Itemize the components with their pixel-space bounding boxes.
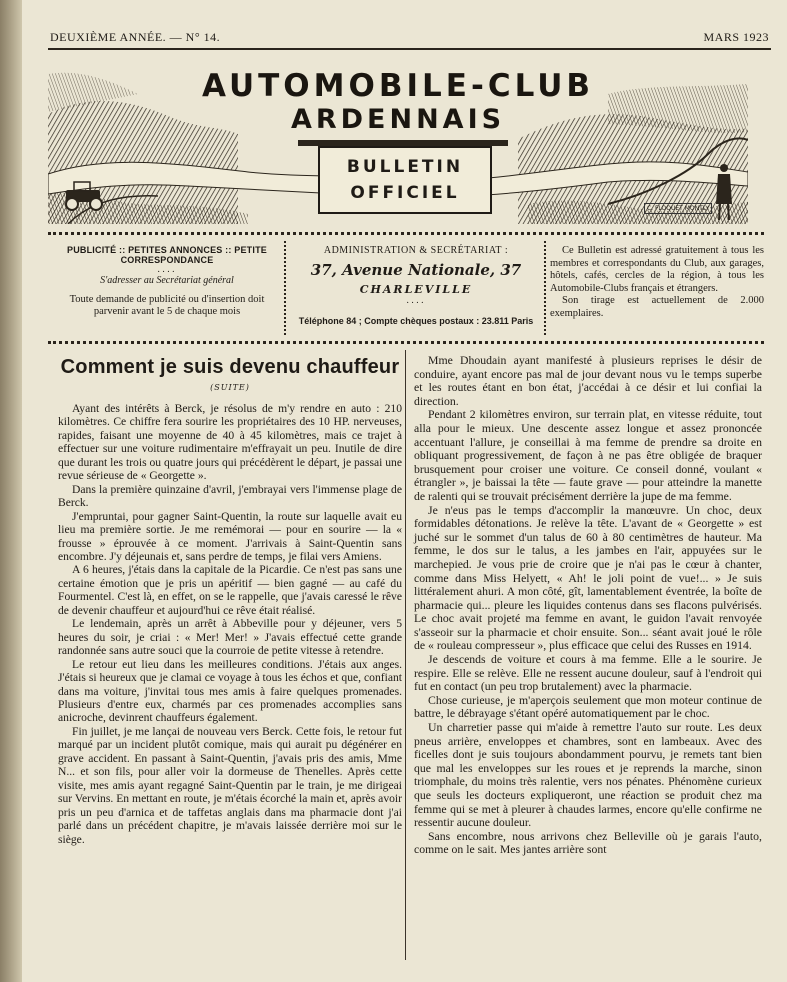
article-paragraph: Pendant 2 kilomètres environ, sur terrain plat, en vitesse réduite, tout alla pour le mieux. Une descente assez longue et assez prononcée accentuant l'allure, je conseillai à ma femme de prendre sa droite en obliquant progressivement, de façon à ne pas être obligée de braquer brusquement pour croiser une voiture. Ce conseil donné, voulant « étrangler », je baissai la tête — faute grave — pour atteindre la manette de ralenti qui se trouvait précisément derrière la jupe de ma femme.: [414, 408, 762, 503]
dots-divider: ....: [406, 296, 426, 306]
article-left-column: [58, 356, 402, 846]
article-paragraph: A 6 heures, j'étais dans la capitale de la Picardie. Ce n'est pas sans une certaine émotion que je pris un apéritif — bien gagné — au café du Fourmentel. C'est là, en effet, on se le rappelle, que j'avais caressé le rêve de devenir chauffeur et aujourd'hui ce rêve était réalisé.: [58, 563, 402, 617]
masthead: [48, 54, 748, 224]
administration-column: [293, 245, 539, 326]
article-paragraph: Fin juillet, je me lançai de nouveau vers Berck. Cette fois, le retour fut marqué par un incident plutôt comique, mais qui aurait pu dégénérer en grave accident. En passant à Saint-Quentin, j'avais pris des amis, Mme N... et son fils, pour aller voir la dormeuse de Thenelles. Après cette visite, mes amis ayant regagné Saint-Quentin par le train, je me dirigeai sur Vervins. En mettant en route, je m'étais écorché la main et, après avoir pris un peu d'arnica et de taffetas anglais dans ma pharmacie dont j'ai parlé dans un précédent chapitre, je m'avais laissée derrière moi sur le siège.: [58, 724, 402, 846]
article-paragraph: Un charretier passe qui m'aide à remettre l'auto sur route. Les deux pneus arrière, enveloppes et chambres, sont en lambeaux. Avec des ficelles dont je suis toujours abondamment pourvu, je remets tant bien que mal les enveloppes sur les roues et je reprends la marche, sinon triomphale, du moins très ralentie, vers nos pénates. Phénomène curieux que seuls les docteurs expliqueront, une réaction se produit chez ma femme qui se met à pleurer à chaudes larmes, encore qu'elle confirme ne ressentir aucune douleur.: [414, 721, 762, 830]
article-paragraph: Je n'eus pas le temps d'accomplir la manœuvre. Un choc, deux formidables détonations. Je relève la tête. L'avant de « Georgette » est juché sur le sommet d'un talus de 60 à 80 centimètres de hauteur. Ma femme, le dos sur le talus, a les jambes en l'air, appuyées sur le marchepied. Je vous prie de croire que je n'ai pas le cœur à chanter, comme dans Miss Helyett, « Ah! le joli point de vue!... » Je suis littéralement ahuri. A mon côté, gît, lamentablement éventrée, la boîte de pharmacie qui... pleure les liquides contenus dans ses flacons pulvérisés. Le choc avait projeté ma femme en avant, le guidon l'avait renvoyée s'asseoir sur la pharmacie et choir ensuite. Son... séant avait joué le rôle de « rouleau compresseur », plus efficace que celui des Russes en 1914.: [414, 503, 762, 653]
article-right-column: [414, 354, 762, 857]
article-paragraph: Mme Dhoudain ayant manifesté à plusieurs reprises le désir de conduire, ayant encore pas mal de jour devant nous vu le temps superbe et les routes étant en bon état, j'accédai à ce désir et lui confiai la direction.: [414, 354, 762, 408]
issue-header: [50, 28, 769, 46]
article-paragraph: Le retour eut lieu dans les meilleures conditions. J'étais aux anges. J'étais si heureux que je clamai ce voyage à tous les échos et que, confiant dans ma voiture, j'invitai tous mes amis à faire quelques promenades. Plusieurs d'entre eux, charmés par ces promenades accomplies sans anicroche, devinrent chauffeurs également.: [58, 657, 402, 725]
advertising-contact: S'adresser au Secrétariat général: [100, 275, 234, 286]
circulation-text: Son tirage est actuellement de 2.000 exemplaires.: [550, 295, 764, 319]
masthead-title-line2: ARDENNAIS: [290, 104, 506, 135]
advertising-column: [56, 245, 278, 318]
info-block: [48, 232, 764, 344]
article-paragraph: J'empruntai, pour gagner Saint-Quentin, la route sur laquelle avait eu lieu ma première sortie. Je me remémorai — pour en sourire — la « frousse » éprouvée à ce moment. J'arrivais à Saint-Quentin sans encombre. J'y déjeunais et, sans perdre de temps, je filai vers Amiens.: [58, 509, 402, 563]
dots-divider: ....: [157, 265, 177, 275]
artist-signature: C. FLOQUET MONTLY: [644, 203, 712, 214]
administration-heading: ADMINISTRATION & SECRÉTARIAT :: [323, 245, 509, 256]
bulletin-label: BULLETIN: [346, 157, 464, 177]
administration-city: CHARLEVILLE: [359, 283, 473, 296]
article-paragraph: Dans la première quinzaine d'avril, j'embrayai vers l'immense plage de Berck.: [58, 482, 402, 510]
advertising-note: Toute demande de publicité ou d'insertion doit parvenir avant le 5 de chaque mois: [69, 294, 265, 317]
telephone-line: Téléphone 84 ; Compte chèques postaux : 23.811 Paris: [298, 316, 534, 326]
distribution-text: Ce Bulletin est adressé gratuitement à tous les membres et correspondants du Club, aux garages, hôtels, cafés, cercles de la région, à tous les Automobile-Clubs français et étrangers.: [550, 245, 764, 294]
article-paragraph: Je descends de voiture et cours à ma femme. Elle a le sourire. Je respire. Elle se relève. Elle ne ressent aucune douleur, sauf à l'endroit qui fut en contact (un peu trop brutalement) avec la pharmacie.: [414, 653, 762, 694]
issue-number: DEUXIÈME ANNÉE. — N° 14.: [50, 29, 221, 44]
issue-date: MARS 1923: [703, 29, 769, 44]
article-paragraph: Sans encombre, nous arrivons chez Belleville où je garais l'auto, comme on le sait. Mes jantes arrière sont: [414, 829, 762, 857]
article-title: Comment je suis devenu chauffeur: [60, 356, 400, 378]
administration-address: 37, Avenue Nationale, 37: [310, 261, 522, 279]
bulletin-officiel-box: [318, 146, 492, 214]
article-subtitle: (SUITE): [210, 383, 250, 392]
officiel-label: OFFICIEL: [350, 183, 460, 203]
column-separator: [284, 241, 286, 335]
header-rule: [48, 48, 771, 50]
distribution-column: [550, 245, 764, 320]
masthead-title-line1: AUTOMOBILE-CLUB: [201, 68, 595, 104]
column-rule: [405, 350, 406, 960]
book-binding-edge: [0, 0, 22, 982]
article-paragraph: Chose curieuse, je m'aperçois seulement que mon moteur continue de battre, le débrayage s'étant opéré automatiquement par le choc.: [414, 693, 762, 721]
article-paragraph: Le lendemain, après un arrêt à Abbeville pour y déjeuner, vers 5 heures du soir, je criai : « Mer! Mer! » J'avais effectué cette grande randonnée sans autre souci que la courroie de petite vitesse à retendre.: [58, 617, 402, 658]
column-separator: [544, 241, 546, 335]
article-paragraph: Ayant des intérêts à Berck, je résolus de m'y rendre en auto : 210 kilomètres. Ce chiffre fera sourire les propriétaires des 10 HP. nerveuses, rapides, faisant une moyenne de 40 à 45 kilomètres, mais ce trajet à effectuer sur une voiture rudimentaire m'effrayait un peu. Inutile de dire que durant les trois ou quatre jours qui précédèrent le départ, je passai une revue sérieuse de « Georgette ».: [58, 402, 402, 483]
advertising-heading: PUBLICITÉ :: PETITES ANNONCES :: PETITE CORRESPONDANCE: [67, 245, 267, 265]
